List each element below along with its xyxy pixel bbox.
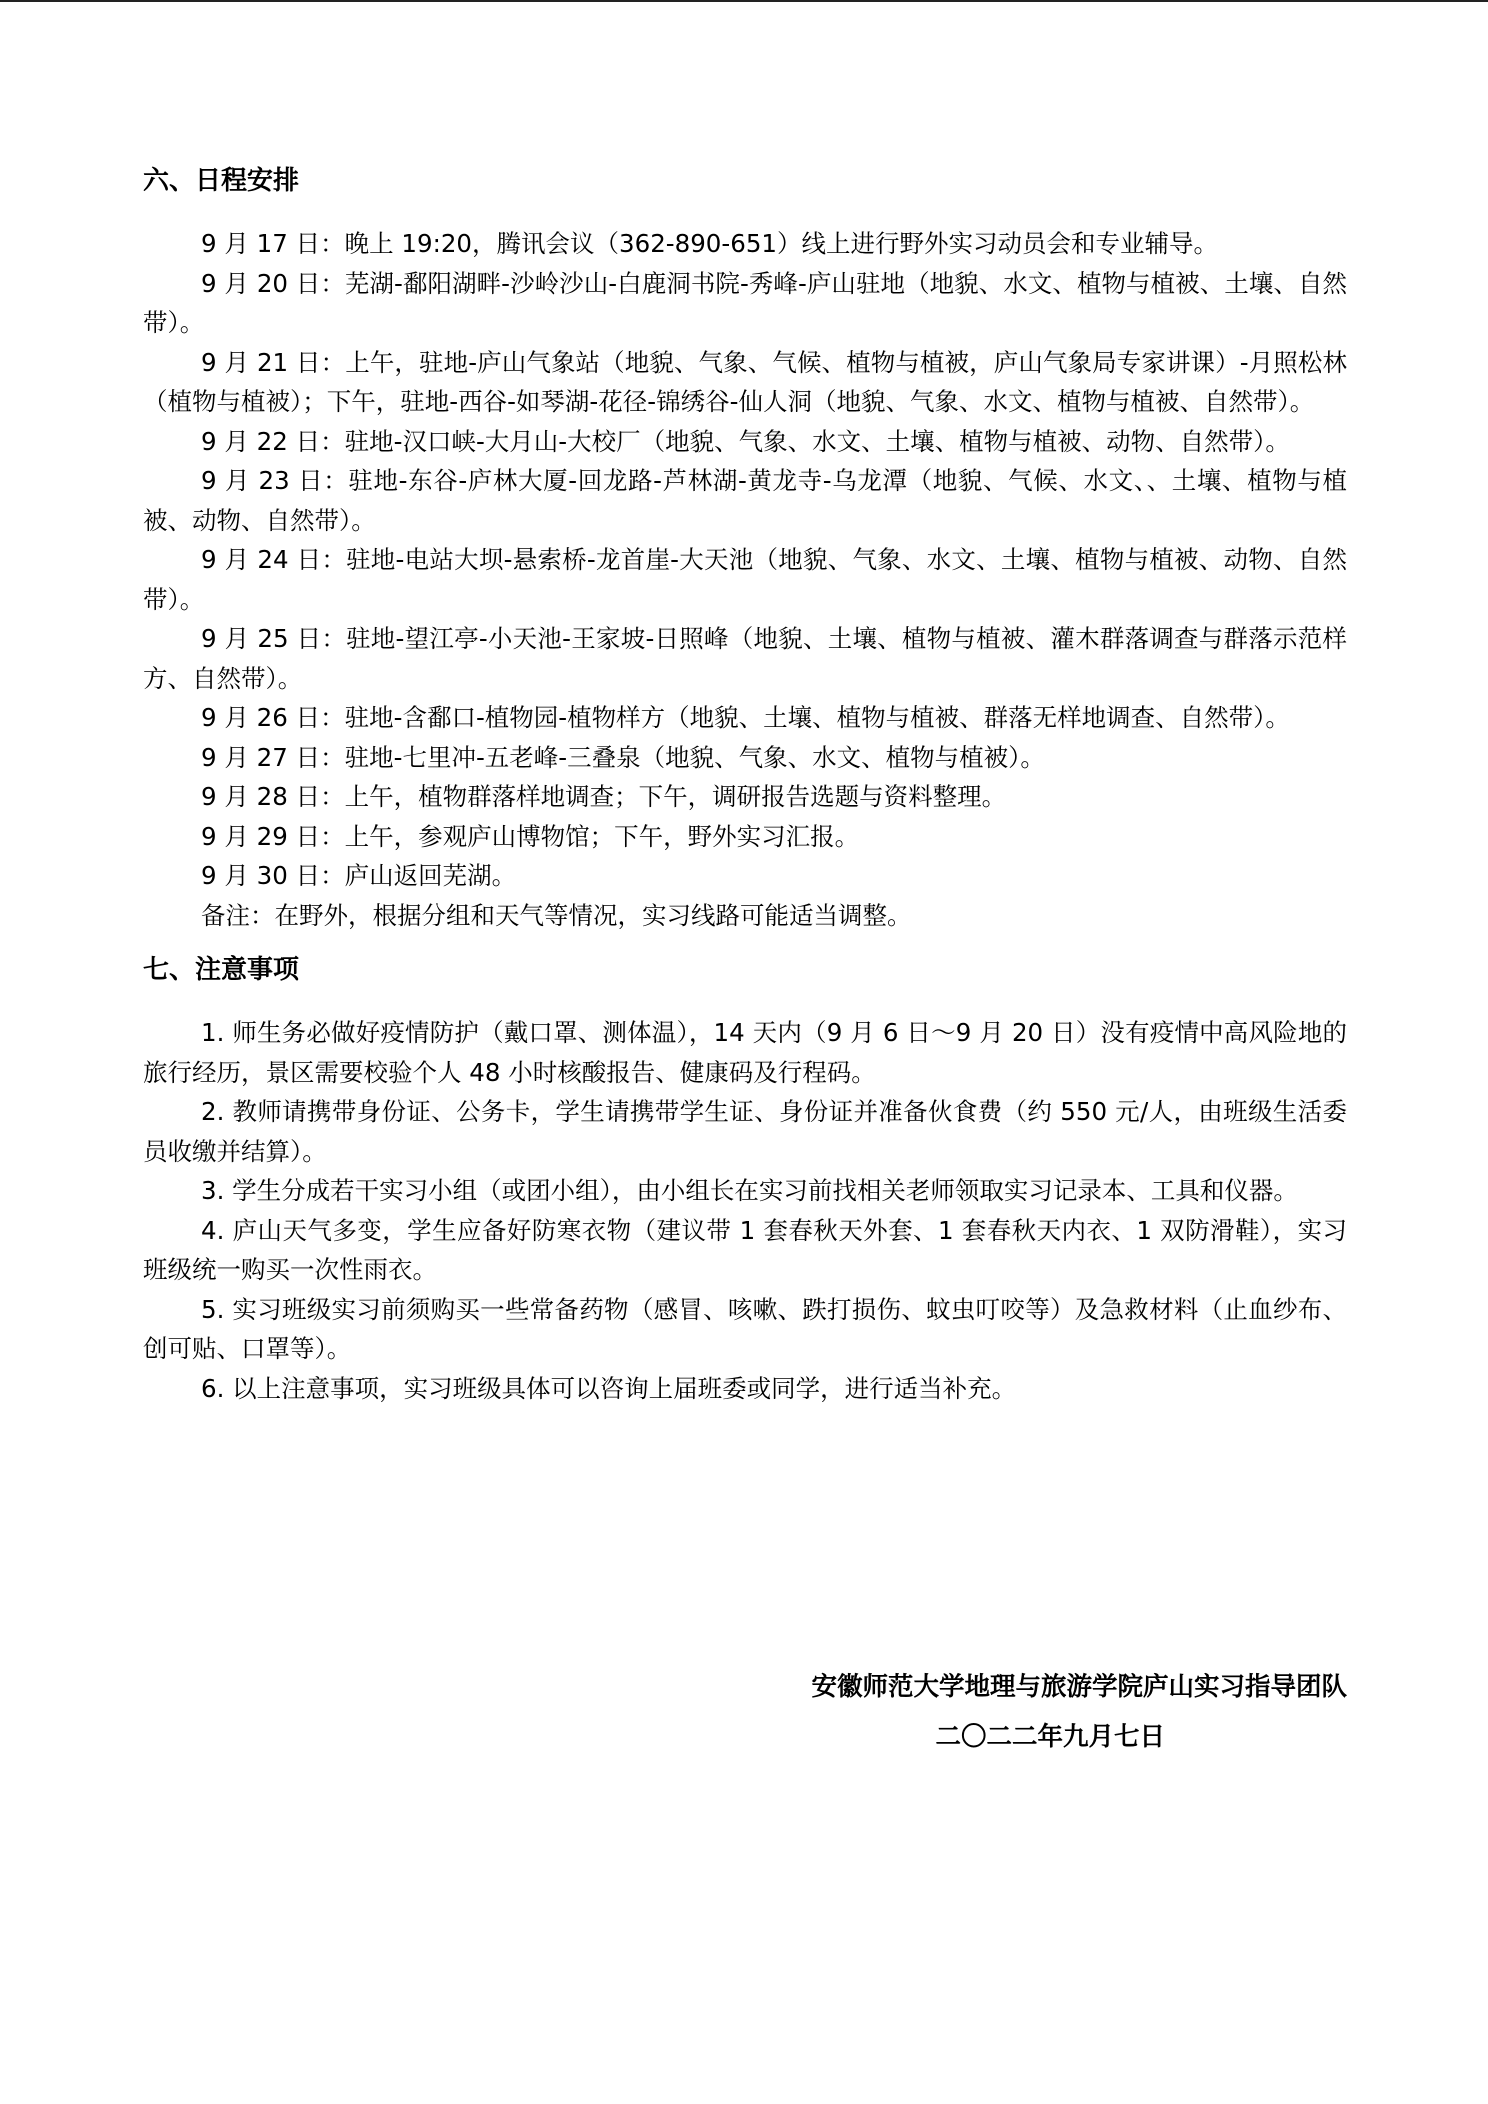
note-item: 5. 实习班级实习前须购买一些常备药物（感冒、咳嗽、跌打损伤、蚊虫叮咬等）及急救材料（止血纱布、创可贴、口罩等）。 — [143, 1294, 1347, 1363]
schedule-item: 9 月 30 日：庐山返回芜湖。 — [201, 861, 517, 890]
note-item: 3. 学生分成若干实习小组（或团小组），由小组长在实习前找相关老师领取实习记录本、工具和仪器。 — [201, 1176, 1298, 1205]
schedule-list — [143, 224, 1347, 935]
schedule-item: 9 月 25 日：驻地-望江亭-小天池-王家坡-日照峰（地貌、土壤、植物与植被、灌木群落调查与群落示范样方、自然带）。 — [143, 624, 1347, 693]
schedule-remark: 备注：在野外，根据分组和天气等情况，实习线路可能适当调整。 — [201, 900, 912, 930]
schedule-item: 9 月 22 日：驻地-汉口峡-大月山-大校厂（地貌、气象、水文、土壤、植物与植被、动物、自然带）。 — [201, 426, 1290, 456]
schedule-item: 9 月 23 日：驻地-东谷-庐林大厦-回龙路-芦林湖-黄龙寺-乌龙潭（地貌、气候、水文、、土壤、植物与植被、动物、自然带）。 — [143, 466, 1347, 535]
schedule-item: 9 月 28 日：上午，植物群落样地调查；下午，调研报告选题与资料整理。 — [201, 782, 1007, 811]
note-item: 4. 庐山天气多变，学生应备好防寒衣物（建议带 1 套春秋天外套、1 套春秋天内衣、1 双防滑鞋），实习班级统一购买一次性雨衣。 — [143, 1215, 1347, 1284]
note-item: 2. 教师请携带身份证、公务卡，学生请携带学生证、身份证并准备伙食费（约 550 元/人，由班级生活委员收缴并结算）。 — [143, 1097, 1347, 1166]
note-item: 1. 师生务必做好疫情防护（戴口罩、测体温），14 天内（9 月 6 日～9 月 20 日）没有疫情中高风险地的旅行经历，景区需要校验个人 48 小时核酸报告、健康码及行程码。 — [143, 1018, 1347, 1087]
schedule-item: 9 月 20 日：芜湖-鄱阳湖畔-沙岭沙山-白鹿洞书院-秀峰-庐山驻地（地貌、水文、植物与植被、土壤、自然带）。 — [143, 268, 1347, 337]
schedule-heading: 六、日程安排 — [143, 166, 300, 196]
schedule-item: 9 月 21 日：上午，驻地-庐山气象站（地貌、气象、气候、植物与植被，庐山气象局专家讲课）-月照松林（植物与植被）；下午，驻地-西谷-如琴湖-花径-锦绣谷-仙人洞（地貌、气象、水文、植物与植被、自然带）。 — [143, 347, 1347, 416]
schedule-item: 9 月 17 日：晚上 19:20，腾讯会议（362-890-651）线上进行野外实习动员会和专业辅导。 — [201, 229, 1218, 258]
notes-list — [143, 1013, 1347, 1408]
signature-date: 二〇二二年九月七日 — [935, 1722, 1165, 1752]
schedule-item: 9 月 29 日：上午，参观庐山博物馆；下午，野外实习汇报。 — [201, 821, 860, 851]
signature-organization: 安徽师范大学地理与旅游学院庐山实习指导团队 — [811, 1672, 1347, 1702]
schedule-item: 9 月 27 日：驻地-七里冲-五老峰-三叠泉（地貌、气象、水文、植物与植被）。 — [201, 742, 1045, 772]
notes-heading: 七、注意事项 — [143, 955, 300, 985]
schedule-item: 9 月 24 日：驻地-电站大坝-悬索桥-龙首崖-大天池（地貌、气象、水文、土壤、植物与植被、动物、自然带）。 — [143, 545, 1347, 614]
document-body — [143, 160, 1347, 1408]
schedule-item: 9 月 26 日：驻地-含鄱口-植物园-植物样方（地貌、土壤、植物与植被、群落无样地调查、自然带）。 — [201, 703, 1290, 732]
note-item: 6. 以上注意事项，实习班级具体可以咨询上届班委或同学，进行适当补充。 — [201, 1373, 1017, 1403]
